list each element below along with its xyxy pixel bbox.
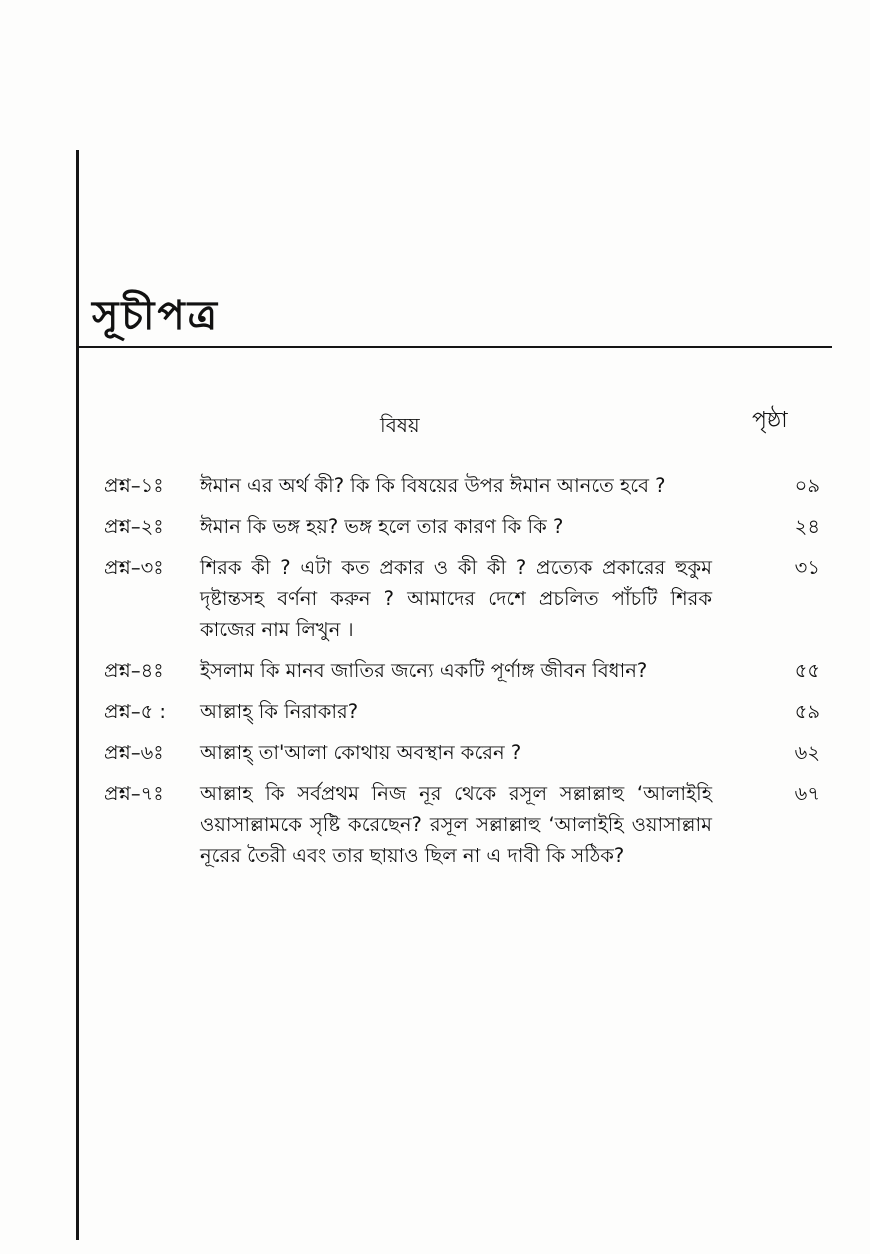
page-title: সূচীপত্র: [92, 293, 220, 339]
toc-entry-7: [104, 778, 824, 871]
page-number: ২৪: [794, 515, 820, 538]
table-of-contents: [104, 470, 824, 881]
question-text: আল্লাহ্ কি নিরাকার?: [200, 700, 359, 723]
page-column-header: পৃষ্ঠা: [752, 408, 788, 433]
toc-entry-4: [104, 655, 824, 686]
question-number: প্রশ্ন–৭ঃ: [104, 782, 164, 805]
question-text: ইসলাম কি মানব জাতির জন্যে একটি পূর্ণাঙ্গ জীবন বিধান?: [200, 659, 648, 682]
subject-column-header: বিষয়: [380, 413, 420, 437]
toc-entry-1: [104, 470, 824, 501]
question-number: প্রশ্ন–৫ :: [104, 700, 167, 723]
page-number: ৬২: [794, 741, 820, 764]
toc-entry-5: [104, 696, 824, 727]
toc-entry-2: [104, 511, 824, 542]
title-underline-rule: [76, 346, 832, 348]
left-margin-rule: [76, 150, 79, 1240]
page-number: ৩১: [794, 556, 820, 579]
question-number: প্রশ্ন–১ঃ: [104, 474, 164, 497]
page-number: ৫৫: [794, 659, 820, 682]
page-number: ৫৯: [794, 700, 820, 723]
question-text: শিরক কী ? এটা কত প্রকার ও কী কী ? প্রত্যেক প্রকারের হুকুম দৃষ্টান্তসহ বর্ণনা করুন ? আমাদের দেশে প্রচলিত পাঁচটি শিরক কাজের নাম লিখুন ।: [200, 556, 712, 641]
question-number: প্রশ্ন–৪ঃ: [104, 659, 164, 682]
question-number: প্রশ্ন–৩ঃ: [104, 556, 164, 579]
question-text: আল্লাহ্ তা'আলা কোথায় অবস্থান করেন ?: [200, 741, 522, 764]
question-text: ঈমান কি ভঙ্গ হয়? ভঙ্গ হলে তার কারণ কি কি ?: [200, 515, 564, 538]
toc-entry-3: [104, 552, 824, 645]
question-number: প্রশ্ন–৬ঃ: [104, 741, 164, 764]
question-text: ঈমান এর অর্থ কী? কি কি বিষয়ের উপর ঈমান আনতে হবে ?: [200, 474, 666, 497]
question-number: প্রশ্ন–২ঃ: [104, 515, 164, 538]
page-number: ০৯: [794, 474, 820, 497]
page-number: ৬৭: [794, 782, 820, 805]
toc-entry-6: [104, 737, 824, 768]
question-text: আল্লাহ কি সর্বপ্রথম নিজ নূর থেকে রসূল সল্লাল্লাহু ‘আলাইহি ওয়াসাল্লামকে সৃষ্টি করেছেন? রসূল সল্লাল্লাহু ‘আলাইহি ওয়াসাল্লাম নূরের তৈরী এবং তার ছায়াও ছিল না এ দাবী কি সঠিক?: [200, 782, 712, 867]
